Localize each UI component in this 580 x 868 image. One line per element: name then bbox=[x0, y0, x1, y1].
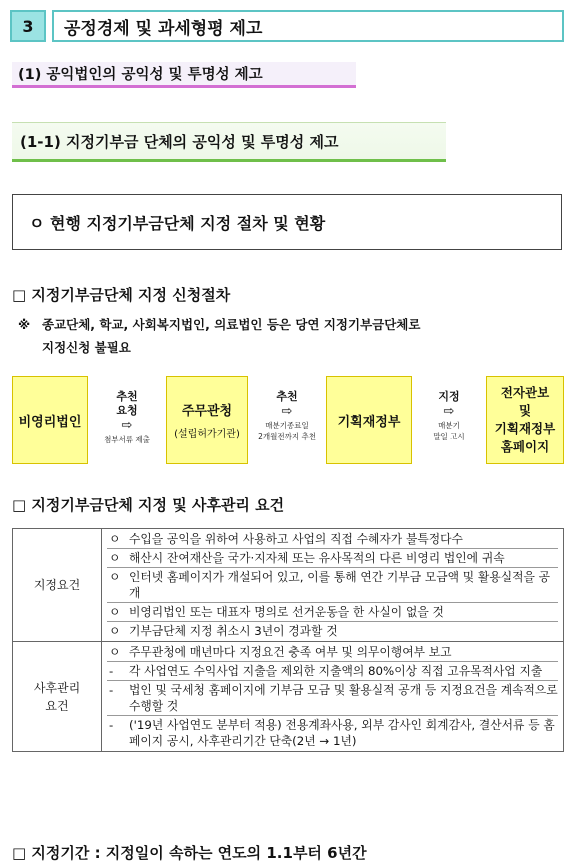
table-row bbox=[13, 642, 564, 752]
item-text: 해산시 잔여재산을 국가·지자체 또는 유사목적의 다른 비영리 법인에 귀속 bbox=[129, 551, 505, 565]
bullet: ㅇ bbox=[109, 532, 121, 546]
item-text: 법인 및 국세청 홈페이지에 기부금 모금 및 활용실적 공개 등 지정요건을 계속적으로 수행할 것 bbox=[129, 683, 558, 713]
label-designation bbox=[13, 529, 102, 642]
flow-box-ministry-in-charge bbox=[166, 376, 248, 464]
right-arrow-icon: ⇨ bbox=[281, 404, 293, 419]
bullet: ㅇ bbox=[109, 645, 121, 659]
subsection-title-1: (1) 공익법인의 공익성 및 투명성 제고 bbox=[12, 62, 356, 88]
post-management-items bbox=[102, 642, 564, 752]
bullet: - bbox=[109, 718, 114, 732]
bullet: ㅇ bbox=[109, 624, 121, 638]
right-arrow-icon: ⇨ bbox=[121, 418, 133, 433]
list-item bbox=[103, 681, 562, 715]
bullet: - bbox=[109, 683, 114, 697]
item-text: 주무관청에 매년마다 지정요건 충족 여부 및 의무이행여부 보고 bbox=[129, 645, 452, 659]
section-number: 3 bbox=[10, 10, 46, 42]
bullet: ㅇ bbox=[109, 570, 121, 584]
item-text: ('19년 사업연도 분부터 적용) 전용계좌사용, 외부 감사인 회계감사, 결산서류 등 홈페이지 공시, 사후관리기간 단축(2년 → 1년) bbox=[129, 718, 555, 748]
flow-arrow-recommend bbox=[250, 390, 324, 442]
flow-arrow-request bbox=[90, 390, 164, 445]
label-post-line-2: 요건 bbox=[45, 698, 69, 713]
arrow3-sub1: 매분기 bbox=[438, 421, 460, 430]
label-post-management bbox=[13, 642, 102, 752]
list-item bbox=[103, 568, 562, 602]
arrow2-top: 추천 bbox=[276, 390, 298, 403]
table-row bbox=[13, 529, 564, 642]
arrow2-sub2: 2개월전까지 추천 bbox=[258, 432, 316, 441]
label-post-line-1: 사후관리 bbox=[33, 680, 81, 695]
arrow1-mid: 요청 bbox=[116, 404, 138, 417]
arrow1-sub: 첨부서류 제출 bbox=[104, 435, 150, 444]
arrow1-top: 추천 bbox=[116, 390, 138, 403]
note-line-2: 지정신청 불필요 bbox=[42, 340, 131, 355]
item-text: 기부금단체 지정 취소시 3년이 경과할 것 bbox=[129, 624, 338, 638]
flow-box-moef bbox=[326, 376, 412, 464]
flow-box-ministry-label: 주무관청 bbox=[181, 404, 233, 419]
label-designation-text: 지정요건 bbox=[33, 578, 81, 592]
gazette-line-4: 홈페이지 bbox=[500, 439, 550, 454]
designation-period: □ 지정기간 : 지정일이 속하는 연도의 1.1부터 6년간 bbox=[12, 844, 367, 862]
note-mark: ※ bbox=[18, 317, 31, 332]
flow-box-ministry-sub: (설립허가기관) bbox=[174, 429, 240, 440]
flow-arrow-designate bbox=[414, 390, 484, 442]
bullet: ㅇ bbox=[109, 605, 121, 619]
arrow3-sub2: 말일 고시 bbox=[433, 432, 465, 441]
bullet: ㅇ bbox=[109, 551, 121, 565]
list-item bbox=[103, 662, 562, 680]
list-item bbox=[103, 530, 562, 548]
designation-items bbox=[102, 529, 564, 642]
list-item bbox=[103, 622, 562, 640]
requirements-table bbox=[12, 528, 564, 752]
flow-box-gazette bbox=[486, 376, 564, 464]
item-text: 수입을 공익을 위하여 사용하고 사업의 직접 수혜자가 불특정다수 bbox=[129, 532, 463, 546]
current-status-box: ㅇ 현행 지정기부금단체 지정 절차 및 현황 bbox=[12, 194, 562, 250]
apply-procedure-heading: □ 지정기부금단체 지정 신청절차 bbox=[12, 286, 231, 304]
note-line-1: 종교단체, 학교, 사회복지법인, 의료법인 등은 당연 지정기부금단체로 bbox=[42, 317, 421, 332]
gazette-line-3: 기획재정부 bbox=[494, 421, 556, 436]
flow-box-nonprofit-label: 비영리법인 bbox=[18, 414, 82, 430]
bullet: - bbox=[109, 664, 114, 678]
right-arrow-icon: ⇨ bbox=[443, 404, 455, 419]
section-title: 공정경제 및 과세형평 제고 bbox=[52, 10, 564, 42]
flow-box-moef-label: 기획재정부 bbox=[337, 414, 401, 430]
subsection-title-1-1: (1-1) 지정기부금 단체의 공익성 및 투명성 제고 bbox=[12, 122, 446, 162]
requirements-heading: □ 지정기부금단체 지정 및 사후관리 요건 bbox=[12, 496, 285, 514]
item-text: 각 사업연도 수익사업 지출을 제외한 지출액의 80%이상 직접 고유목적사업 지출 bbox=[129, 664, 543, 678]
list-item bbox=[103, 716, 562, 750]
gazette-line-2: 및 bbox=[518, 403, 532, 418]
arrow2-sub1: 매분기종료일 bbox=[265, 421, 309, 430]
arrow3-top: 지정 bbox=[438, 390, 460, 403]
item-text: 인터넷 홈페이지가 개설되어 있고, 이를 통해 연간 기부금 모금액 및 활용실적을 공개 bbox=[129, 570, 551, 600]
item-text: 비영리법인 또는 대표자 명의로 선거운동을 한 사실이 없을 것 bbox=[129, 605, 444, 619]
flow-box-nonprofit bbox=[12, 376, 88, 464]
gazette-line-1: 전자관보 bbox=[500, 385, 550, 400]
list-item bbox=[103, 549, 562, 567]
list-item bbox=[103, 643, 562, 661]
list-item bbox=[103, 603, 562, 621]
